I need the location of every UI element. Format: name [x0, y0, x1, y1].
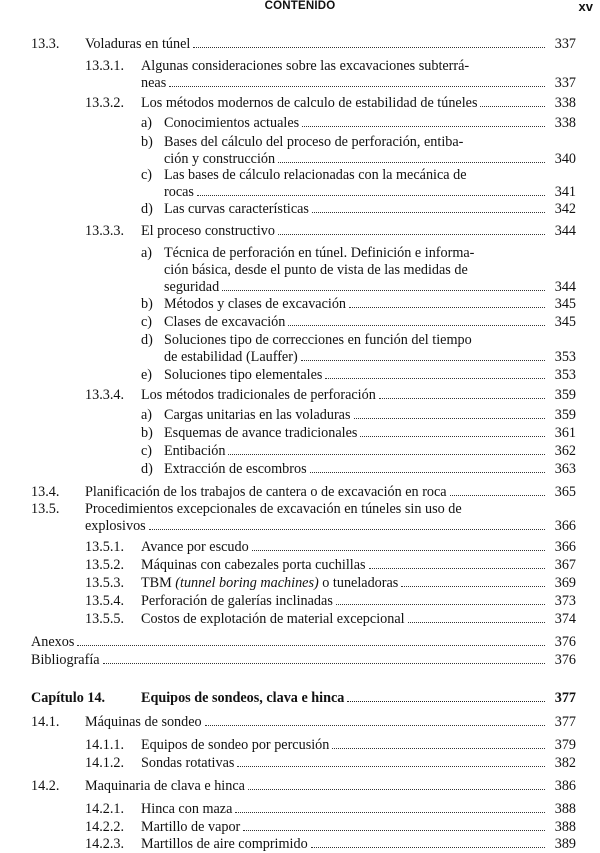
toc-page-number: 377 [554, 690, 576, 706]
toc-entry-title-text [31, 634, 74, 651]
toc-entry-title [141, 755, 548, 772]
toc-page-number: 341 [554, 184, 576, 200]
toc-title-italic: (tunnel boring machines) [175, 575, 319, 591]
toc-entry-number: b) [141, 134, 153, 150]
toc-entry-title-text [141, 557, 366, 574]
toc-entry-title-text [141, 387, 376, 404]
toc-entry-title-text [141, 593, 333, 610]
toc-page-number: 366 [554, 518, 576, 534]
toc-entry-title [141, 539, 548, 556]
toc-title-text: explosivos [85, 518, 146, 534]
toc-entry-number: 13.3.4. [85, 387, 125, 403]
toc-page-number: 389 [554, 836, 576, 852]
toc-entry-title-text [141, 611, 405, 628]
dot-leader [325, 377, 545, 379]
toc-entry-title [141, 593, 548, 610]
toc-entry-title-text [85, 484, 447, 501]
toc-title-text: Máquinas de sondeo [85, 714, 202, 730]
toc-entry-title [85, 36, 548, 53]
toc-entry-title [141, 95, 548, 112]
toc-entry-number: a) [141, 245, 153, 261]
dot-leader [235, 811, 545, 813]
toc-entry-title: Las bases de cálculo relacionadas con la mecánica de [164, 167, 467, 183]
toc-page-number: 365 [554, 484, 576, 500]
dot-leader [77, 644, 545, 646]
toc-entry-number: 13.5.5. [85, 611, 125, 627]
toc-entry-title-text [141, 801, 232, 818]
dot-leader [480, 105, 545, 107]
toc-page-number: 359 [554, 407, 576, 423]
dot-leader [450, 494, 545, 496]
toc-title-text: Voladuras en túnel [85, 36, 191, 52]
page-number: xv [578, 0, 593, 14]
dot-leader [312, 211, 545, 213]
toc-entry-number: 13.3.3. [85, 223, 125, 239]
toc-entry-title-text [141, 75, 166, 92]
toc-page-number: 373 [554, 593, 576, 609]
dot-leader [336, 603, 545, 605]
toc-title-text: Avance por escudo [141, 539, 249, 555]
toc-page-number: 363 [554, 461, 576, 477]
toc-title-text: TBM [141, 575, 172, 591]
toc-entry-title-text [164, 151, 275, 168]
toc-entry-title [141, 75, 548, 92]
toc-entry-title [141, 575, 548, 592]
dot-leader [347, 700, 545, 702]
toc-page-number: 345 [554, 296, 576, 312]
toc-title-text: Bibliografía [31, 652, 100, 668]
toc-entry-title-text [141, 539, 249, 556]
toc-page-number: 374 [554, 611, 576, 627]
toc-entry-title [164, 461, 548, 478]
toc-entry-title [85, 778, 548, 795]
toc-title-text: rocas [164, 184, 194, 200]
toc-entry-title-text [85, 518, 146, 535]
toc-entry-title [164, 201, 548, 218]
toc-entry-title [85, 518, 548, 535]
toc-title-text: Costos de explotación de material excepcional [141, 611, 405, 627]
dot-leader [401, 585, 545, 587]
toc-entry-number: d) [141, 332, 153, 348]
toc-entry-number: 13.5. [31, 501, 60, 517]
toc-title-text: Hinca con maza [141, 801, 233, 817]
toc-entry-title [85, 484, 548, 501]
toc-entry-number: b) [141, 296, 153, 312]
toc-page-number: 337 [554, 75, 576, 91]
toc-entry-title [164, 296, 548, 313]
toc-entry-title [164, 367, 548, 384]
toc-page-number: 376 [554, 634, 576, 650]
toc-entry-title [85, 714, 548, 731]
toc-page-number: 361 [554, 425, 576, 441]
toc-entry-title [164, 443, 548, 460]
dot-leader [349, 306, 545, 308]
toc-entry-title [164, 407, 548, 424]
toc-page-number: 369 [554, 575, 576, 591]
toc-entry-title-text [164, 201, 309, 218]
toc-entry-title [164, 151, 548, 168]
toc-page-number: 338 [554, 95, 576, 111]
toc-entry-number: 14.2.3. [85, 836, 125, 852]
toc-entry-title: Procedimientos excepcionales de excavación en túneles sin uso de [85, 501, 462, 517]
toc-entry-title [141, 690, 548, 707]
toc-entry-title [141, 611, 548, 628]
dot-leader [149, 528, 545, 530]
toc-entry-title-text [164, 443, 225, 460]
toc-entry-title: ción básica, desde el punto de vista de las medidas de [164, 262, 468, 278]
toc-entry-title-text [85, 36, 190, 53]
toc-entry-number: 13.3.2. [85, 95, 125, 111]
toc-entry-title [141, 557, 548, 574]
toc-entry-number: e) [141, 367, 153, 383]
running-title: CONTENIDO [264, 0, 336, 12]
toc-entry-title-text [164, 407, 351, 424]
toc-title-text: Los métodos tradicionales de perforación [141, 387, 376, 403]
toc-entry-title [141, 223, 548, 240]
toc-entry-title [31, 652, 548, 669]
toc-page-number: 342 [554, 201, 576, 217]
toc-entry-title [31, 634, 548, 651]
toc-entry-title: Soluciones tipo de correcciones en función del tiempo [164, 332, 472, 348]
toc-entry-title: Técnica de perforación en túnel. Definición e informa- [164, 245, 475, 261]
toc-title-text: Los métodos modernos de calculo de estabilidad de túneles [141, 95, 478, 111]
dot-leader [379, 397, 545, 399]
toc-entry-title [164, 349, 548, 366]
toc-title-text: Maquinaria de clava e hinca [85, 778, 245, 794]
dot-leader [369, 567, 545, 569]
toc-page-number: 337 [554, 36, 576, 52]
toc-title-text: neas [141, 75, 167, 91]
toc-entry-number: 14.2. [31, 778, 60, 794]
toc-title-text: Martillos de aire comprimido [141, 836, 308, 852]
toc-entry-title-text [164, 184, 194, 201]
toc-entry-title-text [85, 778, 245, 795]
running-header [0, 0, 600, 14]
dot-leader [288, 324, 545, 326]
dot-leader [222, 289, 545, 291]
toc-entry-number: a) [141, 115, 153, 131]
toc-page-number: 388 [554, 801, 576, 817]
toc-title-text-after: o tuneladoras [322, 575, 399, 591]
toc-page-number: 353 [554, 367, 576, 383]
toc-entry-number: 14.1.2. [85, 755, 125, 771]
dot-leader [301, 359, 545, 361]
toc-entry-number: c) [141, 443, 153, 459]
toc-entry-title-text [141, 755, 234, 772]
toc-entry-title-text [164, 115, 299, 132]
toc-entry-number: 13.5.1. [85, 539, 125, 555]
toc-title-text: Perforación de galerías inclinadas [141, 593, 333, 609]
toc-title-text: Entibación [164, 443, 226, 459]
toc-page-number: 340 [554, 151, 576, 167]
dot-leader [169, 85, 545, 87]
toc-title-text: Equipos de sondeos, clava e hinca [141, 690, 345, 706]
toc-page-number: 379 [554, 737, 576, 753]
toc-entry-number: 13.4. [31, 484, 60, 500]
dot-leader [193, 46, 545, 48]
toc-entry-title [141, 836, 548, 853]
toc-entry-number: Capítulo 14. [31, 690, 106, 706]
toc-title-text: Las curvas características [164, 201, 309, 217]
toc-entry-number: c) [141, 167, 153, 183]
toc-entry-title-text [164, 367, 322, 384]
toc-entry-title [164, 425, 548, 442]
toc-page-number: 376 [554, 652, 576, 668]
dot-leader [360, 435, 545, 437]
toc-entry-title-text [31, 652, 100, 669]
toc-title-text: Anexos [31, 634, 75, 650]
dot-leader [103, 662, 545, 664]
toc-entry-title-text [141, 223, 275, 240]
dot-leader [310, 471, 545, 473]
dot-leader [248, 788, 545, 790]
toc-entry-number: d) [141, 461, 153, 477]
toc-entry-number: 14.2.1. [85, 801, 125, 817]
toc-entry-title [141, 801, 548, 818]
toc-page-number: 344 [554, 279, 576, 295]
dot-leader [252, 549, 545, 551]
toc-entry-title [164, 184, 548, 201]
toc-entry-title-text [141, 836, 308, 853]
toc-entry-number: 14.2.2. [85, 819, 125, 835]
toc-title-text: de estabilidad (Lauffer) [164, 349, 298, 365]
toc-page-number: 377 [554, 714, 576, 730]
toc-entry-title [164, 279, 548, 296]
toc-entry-title: Algunas consideraciones sobre las excavaciones subterrá- [141, 58, 470, 74]
toc-entry-title-text [164, 461, 307, 478]
toc-title-text: Martillo de vapor [141, 819, 241, 835]
toc-entry-title-text [141, 575, 398, 592]
dot-leader [278, 233, 545, 235]
toc-entry-number: d) [141, 201, 153, 217]
toc-entry-number: b) [141, 425, 153, 441]
toc-entry-number: c) [141, 314, 153, 330]
toc-entry-title: Bases del cálculo del proceso de perforación, entiba- [164, 134, 464, 150]
toc-title-text: Cargas unitarias en las voladuras [164, 407, 351, 423]
toc-title-text: Sondas rotativas [141, 755, 235, 771]
toc-entry-number: 13.3.1. [85, 58, 125, 74]
dot-leader [302, 125, 545, 127]
toc-page-number: 367 [554, 557, 576, 573]
toc-entry-title-text [141, 690, 344, 707]
toc-entry-title-text [85, 714, 202, 731]
toc-entry-title [141, 737, 548, 754]
toc-entry-title-text [141, 95, 477, 112]
toc-entry-number: 13.5.4. [85, 593, 125, 609]
toc-entry-title-text [164, 314, 285, 331]
toc-page-number: 345 [554, 314, 576, 330]
toc-entry-title-text [164, 279, 219, 296]
toc-entry-title-text [141, 819, 240, 836]
toc-title-text: Máquinas con cabezales porta cuchillas [141, 557, 366, 573]
toc-entry-number: a) [141, 407, 153, 423]
toc-title-text: Equipos de sondeo por percusión [141, 737, 330, 753]
dot-leader [197, 194, 545, 196]
toc-title-text: ción y construcción [164, 151, 276, 167]
toc-page-number: 359 [554, 387, 576, 403]
toc-entry-number: 14.1. [31, 714, 60, 730]
toc-entry-title [164, 115, 548, 132]
toc-title-text: El proceso constructivo [141, 223, 275, 239]
dot-leader [354, 417, 546, 419]
toc-title-text: Clases de excavación [164, 314, 286, 330]
toc-page-number: 338 [554, 115, 576, 131]
toc-page-number: 366 [554, 539, 576, 555]
toc-title-text: Métodos y clases de excavación [164, 296, 347, 312]
toc-title-text: Soluciones tipo elementales [164, 367, 323, 383]
toc-title-text: Extracción de escombros [164, 461, 307, 477]
toc-page-number: 353 [554, 349, 576, 365]
toc-entry-title [164, 314, 548, 331]
toc-entry-number: 13.5.3. [85, 575, 125, 591]
dot-leader [332, 747, 545, 749]
dot-leader [228, 453, 545, 455]
toc-entry-title [141, 819, 548, 836]
toc-entry-number: 14.1.1. [85, 737, 125, 753]
dot-leader [278, 161, 545, 163]
toc-entry-number: 13.3. [31, 36, 60, 52]
dot-leader [237, 765, 545, 767]
toc-page-number: 388 [554, 819, 576, 835]
toc-entry-number: 13.5.2. [85, 557, 125, 573]
toc-entry-title [141, 387, 548, 404]
toc-entry-title-text [141, 737, 329, 754]
toc-entry-title-text [164, 296, 346, 313]
toc-entry-title-text [164, 349, 298, 366]
toc-title-text: seguridad [164, 279, 220, 295]
dot-leader [311, 846, 545, 848]
toc-page-number: 386 [554, 778, 576, 794]
dot-leader [408, 621, 545, 623]
toc-title-text: Esquemas de avance tradicionales [164, 425, 358, 441]
toc-title-text: Planificación de los trabajos de cantera o de excavación en roca [85, 484, 447, 500]
toc-page-number: 344 [554, 223, 576, 239]
toc-entry-title-text [164, 425, 357, 442]
dot-leader [205, 724, 545, 726]
toc-page-number: 362 [554, 443, 576, 459]
toc-title-text: Conocimientos actuales [164, 115, 300, 131]
dot-leader [243, 829, 545, 831]
toc-page-number: 382 [554, 755, 576, 771]
